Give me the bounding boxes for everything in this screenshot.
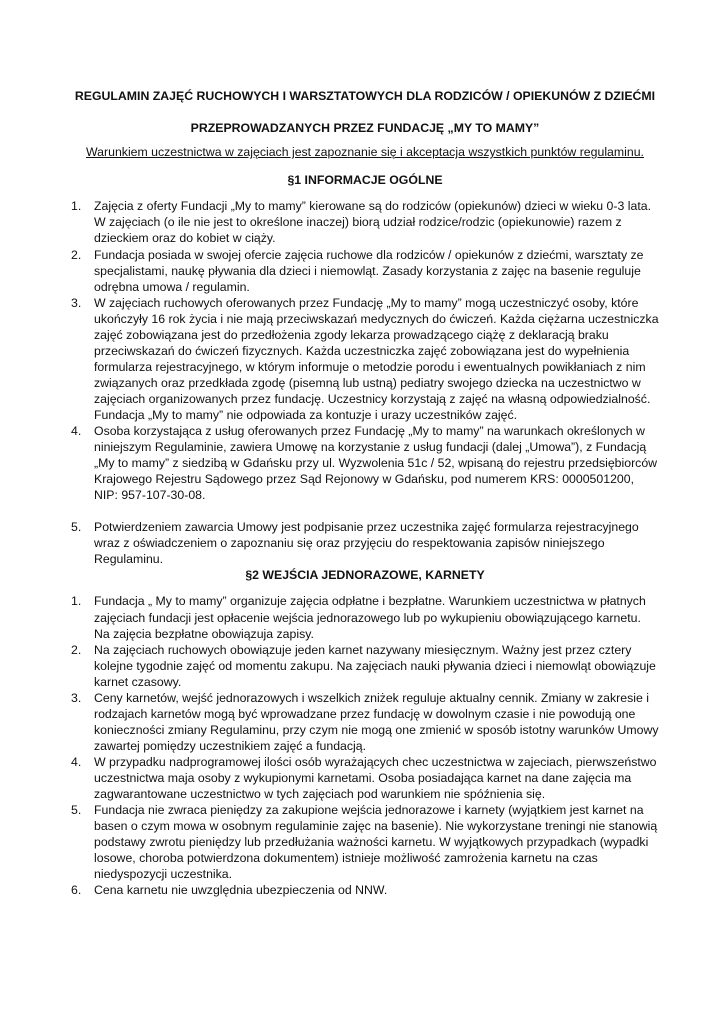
item-text: Potwierdzeniem zawarcia Umowy jest podpisanie przez uczestnika zajęć formularza rejestracyjnego wraz z oświadczeniem o zapoznaniu się oraz przyjęciu do respektowania zapisów niniejszego Regulaminu.	[94, 520, 639, 567]
list-item	[71, 247, 659, 295]
list-item	[71, 593, 659, 641]
list-item	[71, 519, 659, 567]
item-number: 5.	[71, 803, 82, 818]
item-text: Na zajęciach ruchowych obowiązuje jeden karnet nazywany miesięcznym. Ważny jest przez cztery kolejne tygodnie zajęć od momentu zakupu. Na zajęciach nauki pływania dzieci i niemowląt obowiązuje karnet czasowy.	[94, 642, 656, 689]
list-item	[71, 423, 659, 503]
item-text: Zajęcia z oferty Fundacji „My to mamy” kierowane są do rodziców (opiekunów) dzieci w wieku 0-3 lata. W zajęciach (o ile nie jest to określone inaczej) biorą udział rodzice/rodzic (opiekunowie) razem z dzieckiem oraz do kobiet w ciąży.	[94, 199, 651, 246]
item-number: 3.	[71, 690, 82, 705]
item-number: 1.	[71, 199, 82, 214]
item-text: W przypadku nadprogramowej ilości osób wyrażających chec uczestnictwa w zajeciach, pierwszeństwo uczestnictwa maja osoby z wykupionymi karnetami. Osoba posiadająca karnet na dane zajęcia ma zagwarantowane uczestnictwo w tych zajęciach pod warunkiem nie spóźnienia się.	[94, 754, 657, 802]
item-text: Cena karnetu nie uwzględnia ubezpieczenia od NNW.	[94, 883, 388, 898]
item-number: 2.	[71, 247, 82, 262]
item-text: Fundacja „ My to mamy” organizuje zajęcia odpłatne i bezpłatne. Warunkiem uczestnictwa w płatnych zajęciach fundacji jest opłacenie wejścia jednorazowego lub po wykupieniu obowiązującego karnetu. Na zajęcia bezpłatne obowiązuja zapisy.	[94, 594, 646, 641]
list-item	[71, 198, 659, 246]
item-number: 4.	[71, 754, 82, 769]
item-text: Osoba korzystająca z usług oferowanych przez Fundację „My to mamy” na warunkach określonych w niniejszym Regulaminie, zawiera Umowę na korzystanie z usług fundacji (dalej „Umowa”), z Fundacją „My to mamy” z siedzibą w Gdańsku przy ul. Wyzwolenia 51c / 52, wpisaną do rejestru przedsiębiorców Krajowego Rejestru Sądowego przez Sąd Rejonowy w Gdańsku, pod numerem KRS: 0000501200, NIP: 957-107-30-08.	[94, 424, 658, 503]
list-item	[71, 802, 659, 882]
participation-notice: Warunkiem uczestnictwa w zajęciach jest zapoznanie się i akceptacja wszystkich punktów regulaminu.	[86, 145, 644, 159]
section-2-heading: §2 WEJŚCIA JEDNORAZOWE, KARNETY	[245, 568, 485, 583]
section-2-list	[71, 593, 659, 898]
list-item	[71, 882, 659, 898]
list-item	[71, 690, 659, 754]
item-number: 2.	[71, 642, 82, 657]
list-item	[71, 754, 659, 802]
item-text: Ceny karnetów, wejść jednorazowych i wszelkich zniżek reguluje aktualny cennik. Zmiany w zakresie i rodzajach karnetów mogą być wprowadzane przez fundację w dowolnym czasie i nie powodują one konieczności zmiany Regulaminu, przy czym nie mogą one zmienić w sposób istotny warunków Umowy zawartej pomiędzy uczestnikiem zajęć a fundacją.	[94, 690, 659, 753]
document-title-line-2: PRZEPROWADZANYCH PRZEZ FUNDACJĘ „MY TO MAMY”	[190, 121, 540, 135]
item-text: W zajęciach ruchowych oferowanych przez Fundację „My to mamy” mogą uczestniczyć osoby, które ukończyły 16 rok życia i nie mają przeciwskazań medycznych do ćwiczeń. Każda ciężarna uczestniczka zajęć zobowiązana jest do przedłożenia zgody lekarza prowadzącego ciążę z deklaracją braku przeciwskazań do ćwiczeń fizycznych. Każda uczestniczka zajęć zobowiązana jest do wypełnienia formularza rejestracyjnego, w którym informuje o metodzie porodu i ewentualnych powikłaniach z nim związanych oraz przedkłada zgodę (pisemną lub ustną) pediatry swojego dziecka na uczestnictwo w zajęciach organizowanych przez fundację. Uczestnicy korzystają z zajęć na własną odpowiedzialność. Fundacja „My to mamy” nie odpowiada za kontuzje i urazy uczestników zajęć.	[94, 295, 659, 422]
item-text: Fundacja posiada w swojej ofercie zajęcia ruchowe dla rodziców / opiekunów z dziećmi, warsztaty ze specjalistami, naukę pływania dla dzieci i niemowląt. Zasady korzystania z zajęc na basenie reguluje odrębna umowa / regulamin.	[94, 247, 644, 294]
section-1-list	[71, 198, 659, 567]
list-item	[71, 295, 659, 423]
item-number: 5.	[71, 520, 82, 535]
item-text: Fundacja nie zwraca pieniędzy za zakupione wejścia jednorazowe i karnety (wyjątkiem jest karnet na basen o czym mowa w osobnym regulaminie zajęc na basenie). Nie wykorzystane treningi nie stanowią podstawy zwrotu pieniędzy lub przedłużania ważności karnetu. W wyjątkowych przypadkach (wypadki losowe, choroba potwierdzona dokumentem) istnieje możliwość zamrożenia karnetu na czas niedyspozycji uczestnika.	[94, 803, 658, 882]
list-item	[71, 642, 659, 690]
item-number: 3.	[71, 295, 82, 310]
section-1-heading: §1 INFORMACJE OGÓLNE	[287, 173, 443, 188]
item-number: 6.	[71, 883, 82, 898]
document-title-line-1: REGULAMIN ZAJĘĆ RUCHOWYCH I WARSZTATOWYCH DLA RODZICÓW / OPIEKUNÓW Z DZIEĆMI	[74, 89, 656, 103]
item-number: 1.	[71, 594, 82, 609]
item-number: 4.	[71, 424, 82, 439]
